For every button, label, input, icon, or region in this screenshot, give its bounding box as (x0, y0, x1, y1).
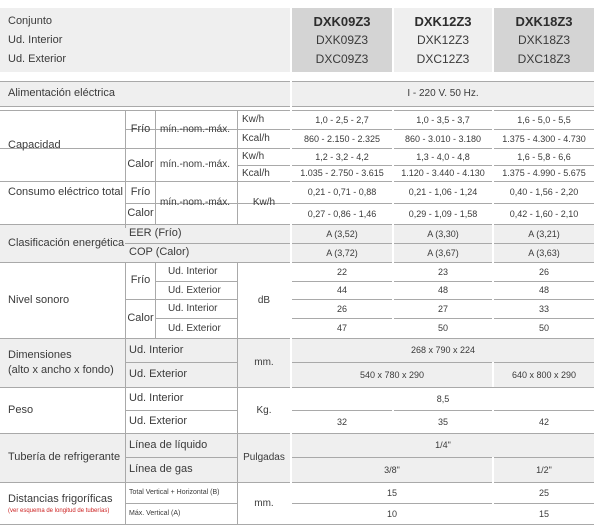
capacidad-unit-2: Kcal/h (242, 133, 270, 144)
nivel-value-r1c3: 26 (538, 266, 549, 277)
header-labels (0, 8, 290, 72)
capacidad-value-r2c1: 860 - 2.150 - 2.325 (303, 133, 381, 144)
nivel-row-1-label: Ud. Interior (168, 266, 218, 277)
dimensiones-interior-label: Ud. Interior (129, 343, 184, 356)
consumo-value-r2c1: 0,27 - 0,86 - 1,46 (307, 208, 377, 219)
nivel-value-r3c3: 33 (538, 303, 549, 314)
consumo-value-r2c2: 0,29 - 1,09 - 1,58 (408, 208, 478, 219)
model-column-2 (394, 8, 492, 72)
peso-exterior-value-2: 35 (437, 416, 448, 427)
capacidad-value-r3c3: 1,6 - 5,8 - 6,6 (517, 151, 571, 162)
model-3-indoor: DXK18Z3 (517, 33, 571, 47)
capacidad-value-r4c2: 1.120 - 3.440 - 4.130 (401, 168, 485, 179)
dimensiones-exterior-value-1: 540 x 780 x 290 (359, 369, 425, 380)
consumo-value-r2c3: 0,42 - 1,60 - 2,10 (509, 208, 579, 219)
alimentacion-value: I - 220 V. 50 Hz. (407, 88, 479, 99)
tuberia-gas-value-2: 1/2" (536, 464, 552, 475)
header-label-interior: Ud. Interior (8, 34, 63, 46)
consumo-value-r1c3: 0,40 - 1,56 - 2,20 (509, 187, 579, 198)
distancias-label-main: Distancias frigoríficas (8, 492, 113, 505)
model-3-outdoor: DXC18Z3 (517, 52, 571, 66)
tuberia-gas-value-1: 3/8" (384, 464, 400, 475)
model-column-1 (292, 8, 392, 72)
capacidad-unit-3: Kw/h (242, 151, 265, 162)
capacidad-label: Capacidad (8, 139, 61, 152)
clasificacion-eer-c2: A (3,30) (427, 228, 459, 239)
distancias-note: (ver esquema de longitud de tuberías) (8, 507, 110, 514)
dimensiones-unit: mm. (254, 357, 274, 368)
consumo-frio-label: Frío (130, 185, 151, 198)
clasificacion-eer-c1: A (3,52) (326, 228, 358, 239)
nivel-value-r1c2: 23 (437, 266, 448, 277)
nivel-row-4-label: Ud. Exterior (168, 322, 221, 334)
capacidad-value-r2c2: 860 - 3.010 - 3.180 (404, 133, 482, 144)
capacidad-calor-label: Calor (127, 158, 154, 171)
capacidad-value-r3c2: 1,3 - 4,0 - 4,8 (416, 151, 470, 162)
alimentacion-label: Alimentación eléctrica (8, 87, 115, 100)
model-2-outdoor: DXC12Z3 (416, 52, 470, 66)
nivel-row-2-label: Ud. Exterior (168, 284, 221, 296)
nivel-value-r4c1: 47 (336, 323, 347, 334)
peso-unit: Kg. (256, 404, 272, 416)
distancias-row-1-label: Total Vertical + Horizontal (B) (129, 488, 220, 496)
nivel-value-r4c2: 50 (437, 323, 448, 334)
nivel-label: Nivel sonoro (8, 293, 70, 306)
clasificacion-cop-c1: A (3,72) (326, 247, 358, 258)
capacidad-value-r1c3: 1,6 - 5,0 - 5,5 (517, 114, 571, 125)
peso-interior-value: 8,5 (436, 393, 450, 404)
distancias-value-r1c2: 25 (538, 487, 549, 498)
capacidad-unit-4: Kcal/h (242, 167, 270, 179)
header-label-exterior: Ud. Exterior (8, 53, 67, 65)
dimensiones-label (8, 339, 125, 387)
nivel-value-r3c2: 27 (437, 303, 448, 314)
tuberia-liquido-label: Línea de líquido (129, 438, 208, 451)
clasificacion-cop-label: COP (Calor) (129, 246, 190, 259)
nivel-value-r1c1: 22 (336, 266, 347, 277)
distancias-value-r2c1: 10 (386, 508, 397, 519)
nivel-row-3-label: Ud. Interior (168, 303, 218, 314)
capacidad-frio-label: Frío (130, 122, 151, 135)
capacidad-value-r4c3: 1.375 - 4.990 - 5.675 (502, 168, 586, 179)
distancias-label (8, 483, 125, 524)
peso-exterior-label: Ud. Exterior (129, 415, 188, 428)
nivel-value-r4c3: 50 (538, 323, 549, 334)
model-column-3 (494, 8, 594, 72)
model-1-set: DXK09Z3 (313, 14, 371, 29)
clasificacion-label: Clasificación energética (8, 236, 125, 249)
dimensiones-interior-value: 268 x 790 x 224 (410, 345, 476, 356)
tuberia-label: Tubería de refrigerante (8, 451, 121, 464)
clasificacion-cop-c2: A (3,67) (427, 247, 459, 258)
distancias-value-r1c1: 15 (386, 487, 397, 498)
clasificacion-cop-c3: A (3,63) (528, 247, 560, 258)
nivel-frio-label: Frío (130, 274, 151, 287)
nivel-value-r2c3: 48 (538, 285, 549, 296)
consumo-value-r1c1: 0,21 - 0,71 - 0,88 (307, 187, 377, 198)
distancias-value-r2c2: 15 (538, 508, 549, 519)
model-2-set: DXK12Z3 (414, 14, 472, 29)
dimensiones-label-main: Dimensiones (8, 349, 72, 361)
nivel-value-r2c2: 48 (437, 285, 448, 296)
tuberia-liquido-value: 1/4" (435, 440, 451, 451)
dimensiones-label-sub: (alto x ancho x fondo) (8, 364, 114, 376)
capacidad-unit-1: Kw/h (242, 114, 265, 125)
capacidad-calor-range: mín.-nom.-máx. (160, 159, 231, 170)
peso-label: Peso (8, 403, 34, 416)
capacidad-value-r1c2: 1,0 - 3,5 - 3,7 (416, 114, 470, 125)
capacidad-value-r3c1: 1,2 - 3,2 - 4,2 (315, 151, 369, 162)
nivel-value-r2c1: 44 (336, 285, 347, 296)
peso-exterior-value-1: 32 (336, 416, 347, 427)
dimensiones-exterior-value-2: 640 x 800 x 290 (511, 369, 577, 380)
distancias-unit: mm. (254, 497, 274, 509)
nivel-value-r3c1: 26 (336, 303, 347, 314)
distancias-row-2-label: Máx. Vertical (A) (129, 509, 181, 517)
tuberia-gas-label: Línea de gas (129, 463, 193, 476)
peso-exterior-value-3: 42 (538, 416, 549, 427)
nivel-calor-label: Calor (127, 312, 154, 325)
consumo-unit: Kw/h (252, 197, 276, 208)
capacidad-value-r1c1: 1,0 - 2,5 - 2,7 (315, 114, 369, 125)
consumo-label: Consumo eléctrico total (8, 185, 123, 198)
clasificacion-eer-label: EER (Frío) (129, 227, 182, 240)
dimensiones-exterior-label: Ud. Exterior (129, 368, 188, 381)
capacidad-frio-range: mín.-nom.-máx. (160, 123, 231, 135)
clasificacion-eer-c3: A (3,21) (528, 228, 560, 239)
consumo-value-r1c2: 0,21 - 1,06 - 1,24 (408, 187, 478, 198)
nivel-unit: dB (257, 294, 271, 306)
consumo-range: mín.-nom.-máx. (160, 197, 231, 208)
model-2-indoor: DXK12Z3 (416, 33, 470, 47)
model-3-set: DXK18Z3 (515, 14, 573, 29)
capacidad-value-r4c1: 1.035 - 2.750 - 3.615 (300, 168, 384, 179)
peso-interior-label: Ud. Interior (129, 392, 184, 405)
model-1-indoor: DXK09Z3 (315, 33, 369, 47)
tuberia-unit: Pulgadas (243, 452, 285, 463)
capacidad-value-r2c3: 1.375 - 4.300 - 4.730 (502, 133, 586, 144)
consumo-calor-label: Calor (127, 207, 154, 220)
header-label-conjunto: Conjunto (8, 15, 53, 27)
model-1-outdoor: DXC09Z3 (315, 52, 369, 66)
